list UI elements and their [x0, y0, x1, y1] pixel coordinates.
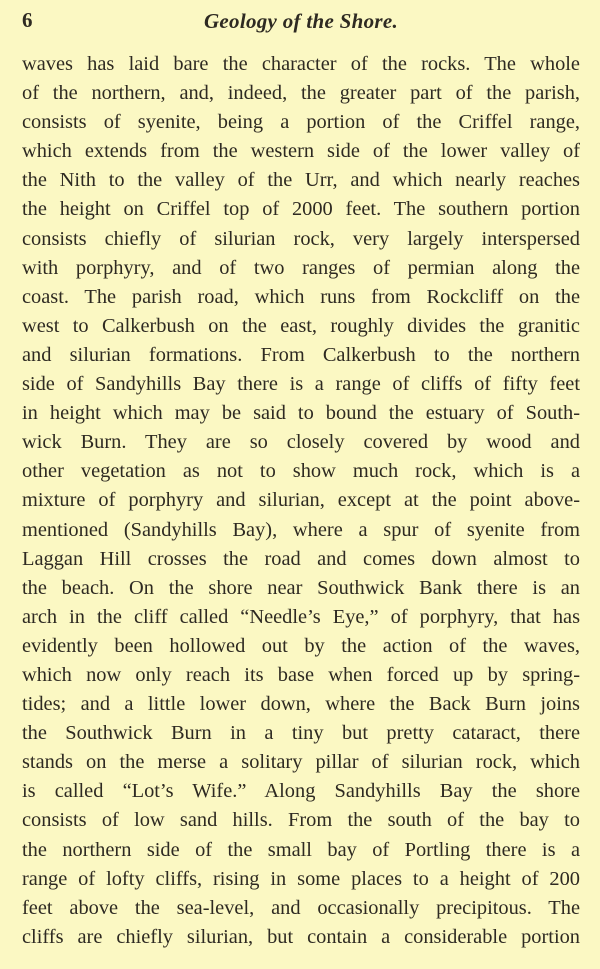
body-paragraph	[22, 50, 580, 952]
text-line: the beach. On the shore near Southwick Bank there is an	[22, 576, 580, 599]
text-line: mixture of porphyry and silurian, except at the point above-	[22, 489, 580, 512]
text-line: consists of low sand hills. From the south of the bay to	[22, 809, 580, 832]
text-line: the Southwick Burn in a tiny but pretty cataract, there	[22, 722, 580, 745]
text-line: is called “Lot’s Wife.” Along Sandyhills Bay the shore	[22, 780, 580, 803]
text-line: wick Burn. They are so closely covered by wood and	[22, 431, 580, 454]
page-number: 6	[22, 8, 33, 32]
text-line: stands on the merse a solitary pillar of silurian rock, which	[22, 751, 580, 774]
text-line: coast. The parish road, which runs from Rockcliff on the	[22, 285, 580, 308]
text-line: waves has laid bare the character of the rocks. The whole	[22, 53, 580, 75]
text-line: in height which may be said to bound the estuary of South-	[22, 402, 580, 425]
text-line: feet above the sea-level, and occasionally precipitous. The	[22, 896, 580, 919]
text-line: mentioned (Sandyhills Bay), where a spur of syenite from	[22, 518, 580, 541]
text-line: range of lofty cliffs, rising in some places to a height of 200	[22, 867, 580, 890]
text-line: tides; and a little lower down, where the Back Burn joins	[22, 693, 580, 716]
text-line: side of Sandyhills Bay there is a range of cliffs of fifty feet	[22, 373, 580, 396]
text-line: the northern side of the small bay of Portling there is a	[22, 838, 580, 861]
text-line: cliffs are chiefly silurian, but contain a considerable portion	[22, 925, 580, 948]
running-head	[22, 8, 580, 34]
text-line: and silurian formations. From Calkerbush to the northern	[22, 343, 580, 366]
text-line: west to Calkerbush on the east, roughly divides the granitic	[22, 314, 580, 337]
text-line: of the northern, and, indeed, the greater part of the parish,	[22, 82, 580, 105]
text-line: which now only reach its base when forced up by spring-	[22, 663, 580, 686]
text-line: which extends from the western side of the lower valley of	[22, 140, 580, 163]
text-line: consists of syenite, being a portion of the Criffel range,	[22, 111, 580, 134]
text-line: consists chiefly of silurian rock, very largely interspersed	[22, 227, 580, 250]
text-line: evidently been hollowed out by the action of the waves,	[22, 634, 580, 657]
text-line: other vegetation as not to show much rock, which is a	[22, 460, 580, 483]
text-line: arch in the cliff called “Needle’s Eye,” of porphyry, that has	[22, 605, 580, 628]
text-line: the height on Criffel top of 2000 feet. The southern portion	[22, 198, 580, 221]
text-line: the Nith to the valley of the Urr, and which nearly reaches	[22, 169, 580, 192]
page-header-title: Geology of the Shore.	[203, 9, 399, 33]
text-line: with porphyry, and of two ranges of permian along the	[22, 256, 580, 279]
text-line: Laggan Hill crosses the road and comes down almost to	[22, 547, 580, 570]
